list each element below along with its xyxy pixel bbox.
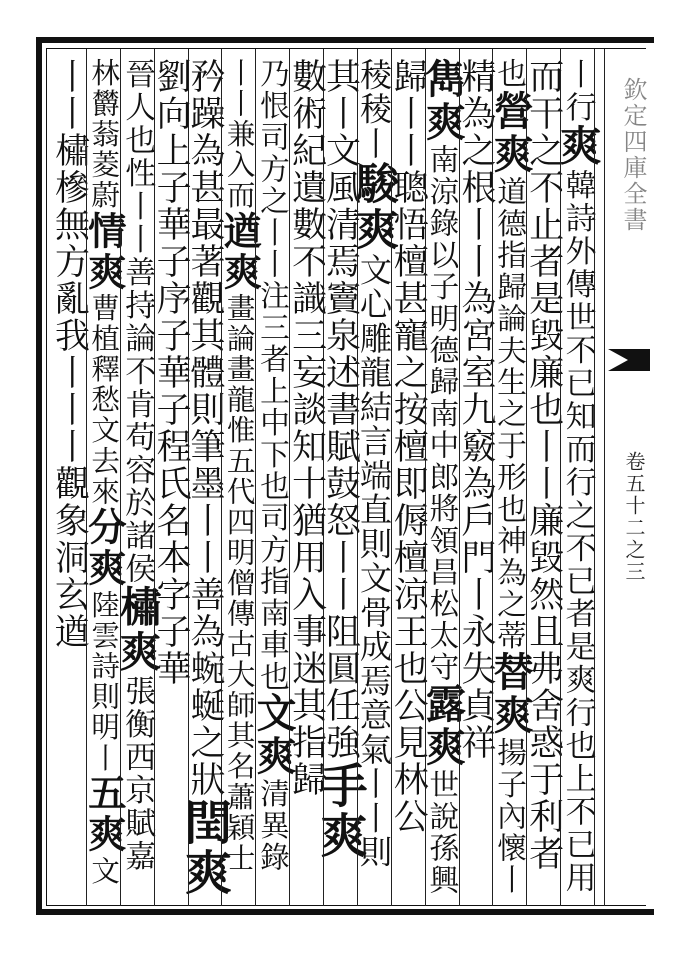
commentary-text: 也 — [492, 58, 528, 90]
commentary-text: 晉人也性丨丨善持論不肯苟容於諸侯 — [119, 58, 156, 586]
entry-headword: 爽 — [80, 251, 126, 294]
commentary-text: 畫論畫龍惟五代四明僧傳古大師其名 — [222, 293, 256, 782]
column-rule — [560, 49, 561, 906]
entry-headword: 雋 — [419, 58, 466, 101]
column-rule — [154, 49, 155, 906]
entry-headword: 替 — [487, 651, 534, 695]
column-rule — [492, 49, 493, 906]
commentary-text: 韓詩外傳世不已知而行之不已者是爽行也上不已用 — [559, 168, 596, 894]
commentary-text: 文心雕龍結言端直則文骨成焉意氣丨丨則 — [354, 253, 393, 870]
commentary-text: 矜躁為甚 — [184, 58, 225, 206]
margin-strip — [604, 49, 654, 904]
column-rule — [221, 49, 222, 906]
entry-headword: 手 — [312, 761, 368, 811]
entry-headword: 露 — [419, 683, 466, 727]
margin-strip-rule — [604, 49, 605, 906]
commentary-text: 丨丨兼入而 — [222, 58, 256, 211]
commentary-text: 曹植釋愁文去來 — [87, 293, 121, 508]
column-rule — [188, 49, 189, 906]
column-rule — [323, 49, 324, 906]
fish-tail-mark-icon — [606, 345, 652, 375]
entry-headword: 爽 — [80, 548, 126, 590]
entry-headword: 五 — [80, 772, 126, 815]
commentary-text: 文風清焉竇泉述書賦鼓怒丨丨阻圓任強 — [320, 132, 361, 761]
column-rule — [526, 49, 527, 906]
commentary-text: 丨永失貞祥 — [455, 576, 496, 761]
commentary-text: 乃恨司方之丨丨注三者上中下也司方指南車也 — [255, 58, 291, 693]
commentary-text: 數術紀遺數不識三妄談知十猶用入事迷其指歸 — [286, 58, 327, 798]
margin-strip-rule — [594, 49, 595, 906]
entry-headword: 爽 — [312, 811, 368, 861]
commentary-text: 而干之不止者是毀廉也丨丨廉毀然且弗舍惑于利者 — [523, 58, 564, 872]
entry-headword: 爽 — [176, 848, 232, 898]
commentary-text: 稜稜丨 — [354, 58, 393, 161]
book-title: 欽定四庫全書 — [619, 77, 647, 233]
entry-headword: 閏 — [176, 798, 232, 848]
entry-headword: 營 — [487, 89, 534, 133]
commentary-text: 文 — [87, 855, 121, 887]
commentary-text: 揚子內懷丨 — [492, 737, 528, 896]
commentary-text: 南涼錄以子明德歸南中郎將領昌松太守 — [424, 143, 460, 684]
entry-headword: 爽 — [250, 735, 297, 779]
entry-headword: 文 — [250, 692, 297, 736]
entry-headword: 爽 — [487, 694, 534, 738]
commentary-text: 最著觀其體則筆墨丨丨善為蜿蜒之狀 — [184, 206, 225, 798]
commentary-text: 精為之根丨丨為宮室九竅為戶門 — [455, 58, 496, 576]
entry-headword: 爽 — [419, 726, 466, 769]
entry-headword: 爽 — [487, 132, 534, 176]
column-rule — [391, 49, 392, 906]
entry-headword: 爽 — [419, 100, 466, 144]
column-rule — [289, 49, 290, 906]
entry-headword: 遒 — [216, 210, 262, 252]
commentary-text: 丨丨橚槮 — [49, 58, 90, 206]
commentary-text: 陸雲詩則明丨 — [87, 589, 121, 773]
column-rule — [255, 49, 256, 906]
entry-headword: 爽 — [80, 814, 126, 856]
column-rule — [425, 49, 426, 906]
entry-headword: 爽 — [552, 123, 602, 169]
column-rule — [459, 49, 460, 906]
column-rule — [357, 49, 358, 906]
commentary-text: 蕭穎士 — [222, 781, 256, 874]
commentary-text: 無方亂我丨丨 — [49, 206, 90, 428]
entry-headword: 駿 — [348, 160, 400, 208]
commentary-text: 歸丨丨聰悟檀甚寵之按檀即傉檀涼王也 — [388, 58, 429, 687]
commentary-text: 張衡西京賦嘉 — [119, 674, 156, 873]
commentary-text: 清異錄 — [255, 778, 291, 874]
entry-headword: 爽 — [348, 207, 400, 254]
commentary-text: 其丨 — [320, 58, 361, 132]
entry-headword: 橚 — [112, 585, 162, 630]
commentary-text: 公見林公 — [388, 687, 429, 835]
entry-headword: 情 — [80, 210, 126, 252]
column-rule — [86, 49, 87, 906]
commentary-text: 劉向上子華子序子華子程氏名本字子華 — [151, 58, 192, 687]
commentary-text: 道德指歸論夫生之于形也神為之蒂 — [492, 175, 528, 652]
entry-headword: 分 — [80, 507, 126, 549]
commentary-text: 遒 — [49, 613, 90, 650]
entry-headword: 爽 — [112, 629, 162, 675]
volume-label: 卷五十二之三 — [622, 451, 646, 583]
commentary-text: 丨行 — [559, 58, 596, 124]
commentary-text: 林欝蓊菱蔚 — [87, 58, 121, 211]
entry-headword: 爽 — [216, 251, 262, 294]
commentary-text: 世說孫興 — [424, 768, 460, 896]
commentary-text: 丨觀象洞玄 — [49, 428, 90, 613]
column-rule — [120, 49, 121, 906]
